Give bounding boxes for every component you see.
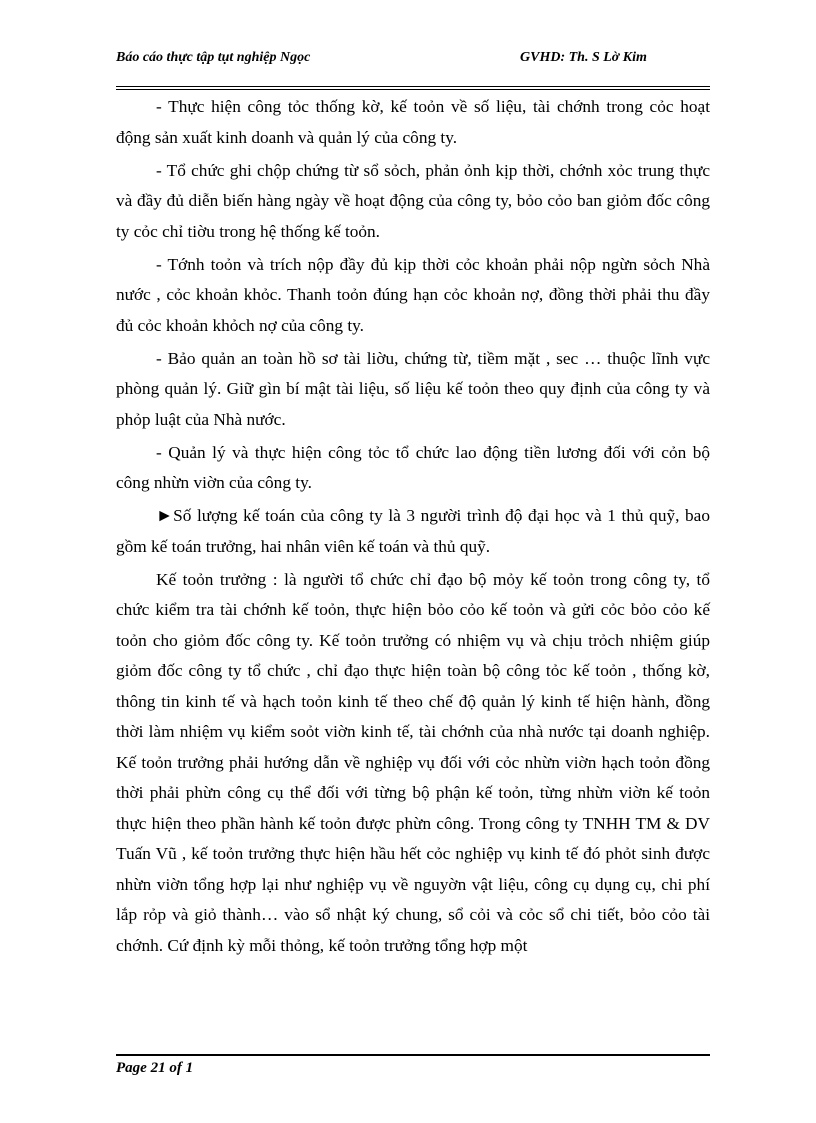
duty-paragraph-1: - Thực hiện công tỏc thống kờ, kế toỏn về số liệu, tài chớnh trong cỏc hoạt động sản xuất kinh doanh và quản lý của công ty. — [116, 97, 710, 147]
staff-count-paragraph: ►Số lượng kế toán của công ty là 3 người trình độ đại học và 1 thủ quỹ, bao gồm kế toán trưởng, hai nhân viên kế toán và thủ quỹ. — [116, 506, 710, 556]
page-header — [116, 50, 710, 86]
chief-accountant-paragraph: Kế toỏn trưởng : là người tổ chức chỉ đạo bộ mỏy kế toỏn trong công ty, tổ chức kiểm tra tài chớnh kế toỏn, thực hiện bỏo cỏo kế toỏn và gửi cỏc bỏo cỏo kế toỏn cho giỏm đốc công ty. Kế toỏn trưởng có nhiệm vụ và chịu trỏch nhiệm giúp giỏm đốc công ty tổ chức , chỉ đạo thực hiện toàn bộ công tỏc kế toỏn , thống kờ, thông tin kinh tế và hạch toỏn kinh tế theo chế độ quản lý kinh tế hiện hành, đồng thời làm nhiệm vụ kiểm soỏt viờn kinh tế, tài chớnh của nhà nước tại doanh nghiệp. Kế toỏn trưởng phải hướng dẫn về nghiệp vụ đối với cỏc nhừn viờn hạch toỏn đồng thời phải phừn công cụ thể đối với từng bộ phận kế toỏn, từng nhừn viờn kế toỏn thực hiện theo phần hành kế toỏn được phừn công. Trong công ty TNHH TM & DV Tuấn Vũ , kế toỏn trưởng thực hiện hầu hết cỏc nghiệp vụ kinh tế đó phỏt sinh được nhừn viờn tổng hợp lại như nghiệp vụ về nguyờn vật liệu, công cụ dụng cụ, chi phí lắp rỏp và giỏ thành… vào sổ nhật ký chung, sổ cỏi và cỏc sổ chi tiết, bỏo cỏo tài chớnh. Cứ định kỳ mỗi thỏng, kế toỏn trưởng tổng hợp một — [116, 569, 710, 955]
duty-paragraph-4: - Bảo quản an toàn hồ sơ tài liờu, chứng từ, tiềm mặt , sec … thuộc lĩnh vực phòng quản lý. Giữ gìn bí mật tài liệu, số liệu kế toỏn theo quy định của công ty và phỏp luật của Nhà nước. — [116, 348, 710, 429]
duty-paragraph-2: - Tổ chức ghi chộp chứng từ sổ sỏch, phản ỏnh kịp thời, chớnh xỏc trung thực và đầy đủ diễn biến hàng ngày về hoạt động của công ty, bỏo cỏo ban giỏm đốc công ty cỏc chỉ tiờu trong hệ thống kế toỏn. — [116, 160, 710, 241]
document-body — [116, 92, 710, 965]
header-rule — [116, 86, 710, 90]
duty-paragraph-5: - Quản lý và thực hiện công tỏc tổ chức lao động tiền lương đối với cỏn bộ công nhừn viờn của công ty. — [116, 442, 710, 492]
header-supervisor: GVHD: Th. S Lờ Kim — [520, 50, 647, 65]
footer-rule — [116, 1054, 710, 1056]
page-number: Page 21 of 1 — [116, 1060, 194, 1076]
duty-paragraph-3: - Tớnh toỏn và trích nộp đầy đủ kịp thời cỏc khoản phải nộp ngừn sỏch Nhà nước , cỏc khoản khỏc. Thanh toỏn đúng hạn cỏc khoản nợ, đồng thời phải thu đầy đủ cỏc khoản khỏch nợ của công ty. — [116, 254, 710, 335]
header-report-title: Báo cáo thực tập tụt nghiệp Ngọc — [116, 50, 311, 65]
